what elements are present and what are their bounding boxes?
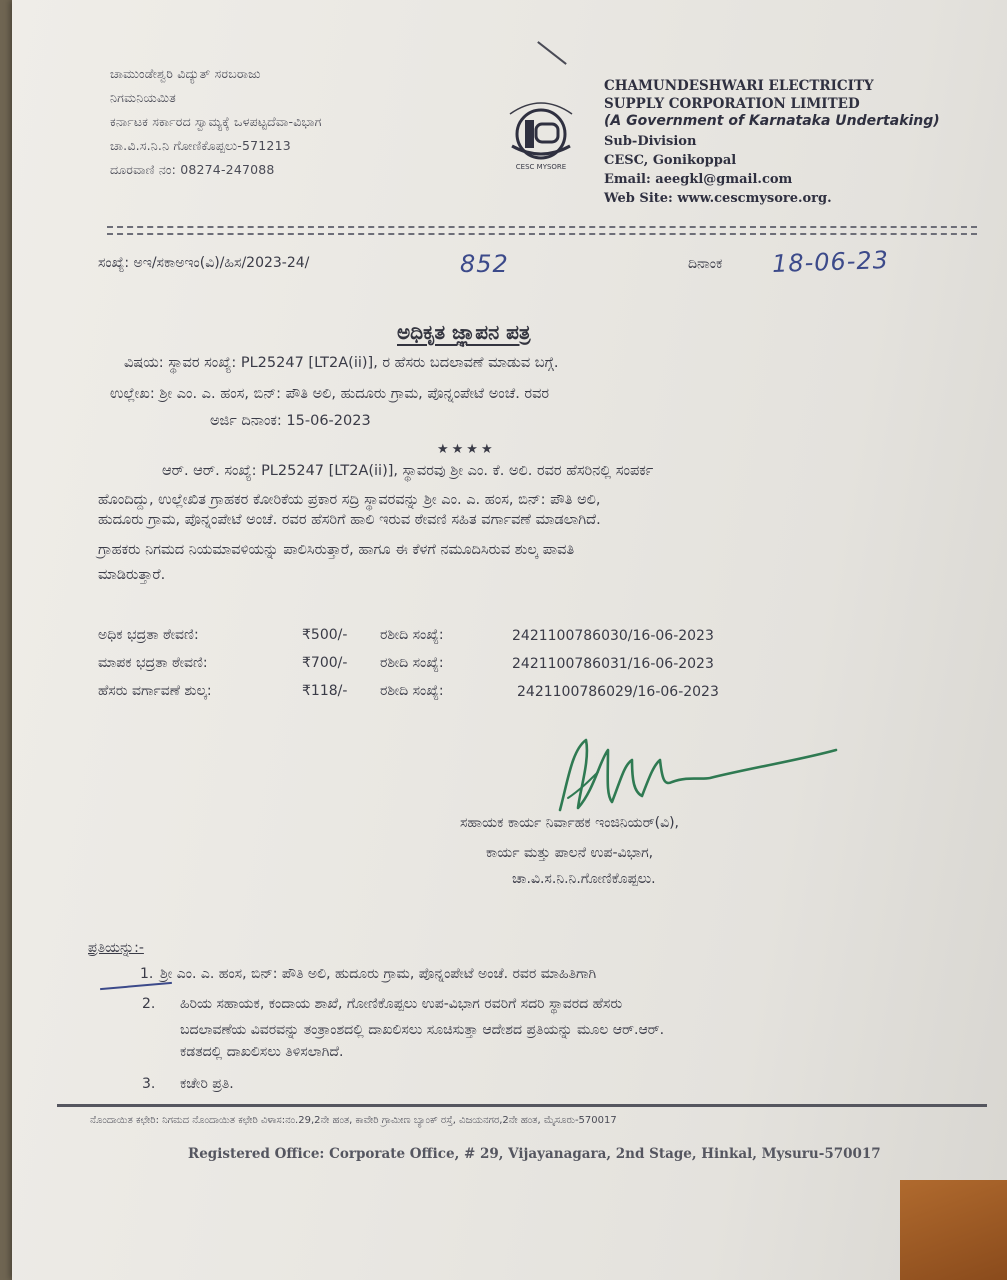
memo-title: ಅಧಿಕೃತ ಜ್ಞಾಪನ ಪತ್ರ [397,320,531,344]
footer-english: Registered Office: Corporate Office, # 29, Vijayanagara, 2nd Stage, Hinkal, Mysuru-570017 [188,1146,881,1162]
body-line: ಹುದೂರು ಗ್ರಾಮ, ಪೊನ್ನಂಪೇಟೆ ಅಂಚೆ. ರವರ ಹೆಸರಿಗೆ ಹಾಲಿ ಇರುವ ಠೇವಣಿ ಸಹಿತ ವರ್ಗಾವಣೆ ಮಾಡಲಾಗಿದೆ. [98,512,601,528]
website: Web Site: www.cescmysore.org. [604,191,832,206]
letter-page [12,0,1007,1280]
signatory-designation: ಸಹಾಯಕ ಕಾರ್ಯ ನಿರ್ವಾಹಕ ಇಂಜಿನಿಯರ್(ವಿ), [460,815,680,831]
signatory-department: ಕಾರ್ಯ ಮತ್ತು ಪಾಲನೆ ಉಪ-ವಿಭಾಗ, [486,845,654,861]
subject-line: ವಿಷಯ: ಸ್ಥಾವರ ಸಂಖ್ಯೆ: PL25247 [LT2A(ii)], ರ ಹೆಸರು ಬದಲಾವಣೆ ಮಾಡುವ ಬಗ್ಗೆ. [124,355,559,371]
pen-mark [537,41,567,65]
copy-item: ಹಿರಿಯ ಸಹಾಯಕ, ಕಂದಾಯ ಶಾಖೆ, ಗೋಣಿಕೊಪ್ಪಲು ಉಪ-ವಿಭಾಗ ರವರಿಗೆ ಸದರಿ ಸ್ಥಾವರದ ಹೆಸರು [180,996,623,1012]
email: Email: aeegkl@gmail.com [604,172,793,187]
receipt-number: 2421100786030/16-06-2023 [512,628,714,644]
header-kannada-line: ನಿಗಮನಿಯಮಿತ [110,90,176,105]
fee-amount: ₹118/- [302,683,348,699]
copy-number: 2. [142,996,156,1012]
header-kannada-line: ದೂರವಾಣಿ ನಂ: 08274-247088 [110,162,275,177]
copy-number: 1. [140,966,154,982]
copy-item: ಶ್ರೀ ಎಂ. ಎ. ಹಂಸ, ಬಿನ್: ಪೌತಿ ಅಲಿ, ಹುದೂರು ಗ್ರಾಮ, ಪೊನ್ನಂಪೇಟೆ ಅಂಚೆ. ರವರ ಮಾಹಿತಿಗಾಗಿ [160,966,597,982]
table-surface [900,1180,1007,1280]
header-kannada-line: ಕರ್ನಾಟಕ ಸರ್ಕಾರದ ಸ್ವಾಮ್ಯಕ್ಕೆ ಒಳಪಟ್ಟದೆವಾ-ವಿಭಾಗ [110,114,322,129]
receipt-label: ರಶೀದಿ ಸಂಖ್ಯೆ: [380,627,444,643]
fee-label: ಹೆಸರು ವರ್ಗಾವಣೆ ಶುಲ್ಕ: [98,683,212,699]
receipt-number: 2421100786031/16-06-2023 [512,656,714,672]
header-divider [107,226,977,228]
reference-number-label: ಸಂಖ್ಯೆ: ಅಇ/ಸಕಾಅಇಂ(ವಿ)/ಹಿಸ/2023-24/ [98,255,310,271]
receipt-label: ರಶೀದಿ ಸಂಖ್ಯೆ: [380,683,444,699]
fee-amount: ₹500/- [302,627,348,643]
reference-line: ಉಲ್ಲೇಖ: ಶ್ರೀ ಎಂ. ಎ. ಹಂಸ, ಬಿನ್: ಪೌತಿ ಅಲಿ, ಹುದೂರು ಗ್ರಾಮ, ಪೊನ್ನಂಪೇಟೆ ಅಂಚೆ. ರವರ [110,386,550,402]
handwritten-number: 852 [460,250,509,278]
header-kannada-line: ಚಾ.ವಿ.ಸ.ನಿ.ನಿ ಗೋಣಿಕೊಪ್ಪಲು-571213 [110,138,291,153]
signature [550,720,850,820]
copies-heading: ಪ್ರತಿಯನ್ನು:- [88,940,144,956]
header-kannada-line: ಚಾಮುಂಡೇಶ್ವರಿ ವಿದ್ಯುತ್ ಸರಬರಾಜು [110,66,261,81]
copy-item: ಬದಲಾವಣೆಯ ವಿವರವನ್ನು ತಂತ್ರಾಂಶದಲ್ಲಿ ದಾಖಲಿಸಲು ಸೂಚಿಸುತ್ತಾ ಆದೇಶದ ಪ್ರತಿಯನ್ನು ಮೂಲ ಆರ್.ಆರ್. [180,1022,665,1038]
date-label: ದಿನಾಂಕ [688,256,723,272]
footer-kannada: ನೊಂದಾಯಿತ ಕಛೇರಿ: ನಿಗಮದ ನೊಂದಾಯಿತ ಕಛೇರಿ ವಿಳಾಸ:ನಂ.29,2ನೇ ಹಂತ, ಕಾವೇರಿ ಗ್ರಾಮೀಣ ಬ್ಯಾಂಕ್ ರಸ್ತೆ, ವಿಜಯನಗರ,2ನೇ ಹಂತ, ಮೈಸೂರು-570017 [90,1115,617,1126]
copy-number: 3. [142,1076,156,1092]
office-location: CESC, Gonikoppal [604,153,737,168]
signatory-office: ಚಾ.ವಿ.ಸ.ನಿ.ನಿ.ಗೋಣಿಕೊಪ್ಪಲು. [512,871,656,887]
company-name-line1: CHAMUNDESHWARI ELECTRICITY [604,78,874,94]
company-subtitle: (A Government of Karnataka Undertaking) [604,113,940,129]
fee-label: ಮಾಪಕ ಭದ್ರತಾ ಠೇವಣಿ: [98,655,208,671]
body-line: ಗ್ರಾಹಕರು ನಿಗಮದ ನಿಯಮಾವಳಿಯನ್ನು ಪಾಲಿಸಿರುತ್ತಾರೆ, ಹಾಗೂ ಈ ಕೆಳಗೆ ನಮೂದಿಸಿರುವ ಶುಲ್ಕ ಪಾವತಿ [98,542,575,558]
separator-stars: ★★★★ [437,442,496,457]
receipt-label: ರಶೀದಿ ಸಂಖ್ಯೆ: [380,655,444,671]
handwritten-date: 18-06-23 [771,245,890,279]
logo-caption: CESC MYSORE [515,163,567,171]
header-divider [107,233,977,235]
copy-item: ಕಡತದಲ್ಲಿ ದಾಖಲಿಸಲು ತಿಳಿಸಲಾಗಿದೆ. [180,1044,344,1060]
body-line: ಆರ್. ಆರ್. ಸಂಖ್ಯೆ: PL25247 [LT2A(ii)], ಸ್ಥಾವರವು ಶ್ರೀ ಎಂ. ಕೆ. ಅಲಿ. ರವರ ಹೆಸರಿನಲ್ಲಿ ಸಂಪರ್ಕ [162,463,654,479]
body-line: ಮಾಡಿರುತ್ತಾರೆ. [98,567,166,583]
footer-divider [57,1104,987,1107]
receipt-number: 2421100786029/16-06-2023 [517,684,719,700]
cesc-logo-icon [498,92,584,172]
fee-label: ಅಧಿಕ ಭದ್ರತಾ ಠೇವಣಿ: [98,627,199,643]
fee-amount: ₹700/- [302,655,348,671]
pen-underline [100,982,172,990]
company-name-line2: SUPPLY CORPORATION LIMITED [604,96,860,112]
sub-division: Sub-Division [604,134,697,149]
body-line: ಹೊಂದಿದ್ದು, ಉಲ್ಲೇಖಿತ ಗ್ರಾಹಕರ ಕೋರಿಕೆಯ ಪ್ರಕಾರ ಸದ್ರಿ ಸ್ಥಾವರವನ್ನು ಶ್ರೀ ಎಂ. ಎ. ಹಂಸ, ಬಿನ್: ಪೌತಿ ಅಲಿ, [98,492,601,508]
copy-item: ಕಚೇರಿ ಪ್ರತಿ. [180,1076,234,1092]
reference-date-line: ಅರ್ಜಿ ದಿನಾಂಕ: 15-06-2023 [210,413,371,429]
